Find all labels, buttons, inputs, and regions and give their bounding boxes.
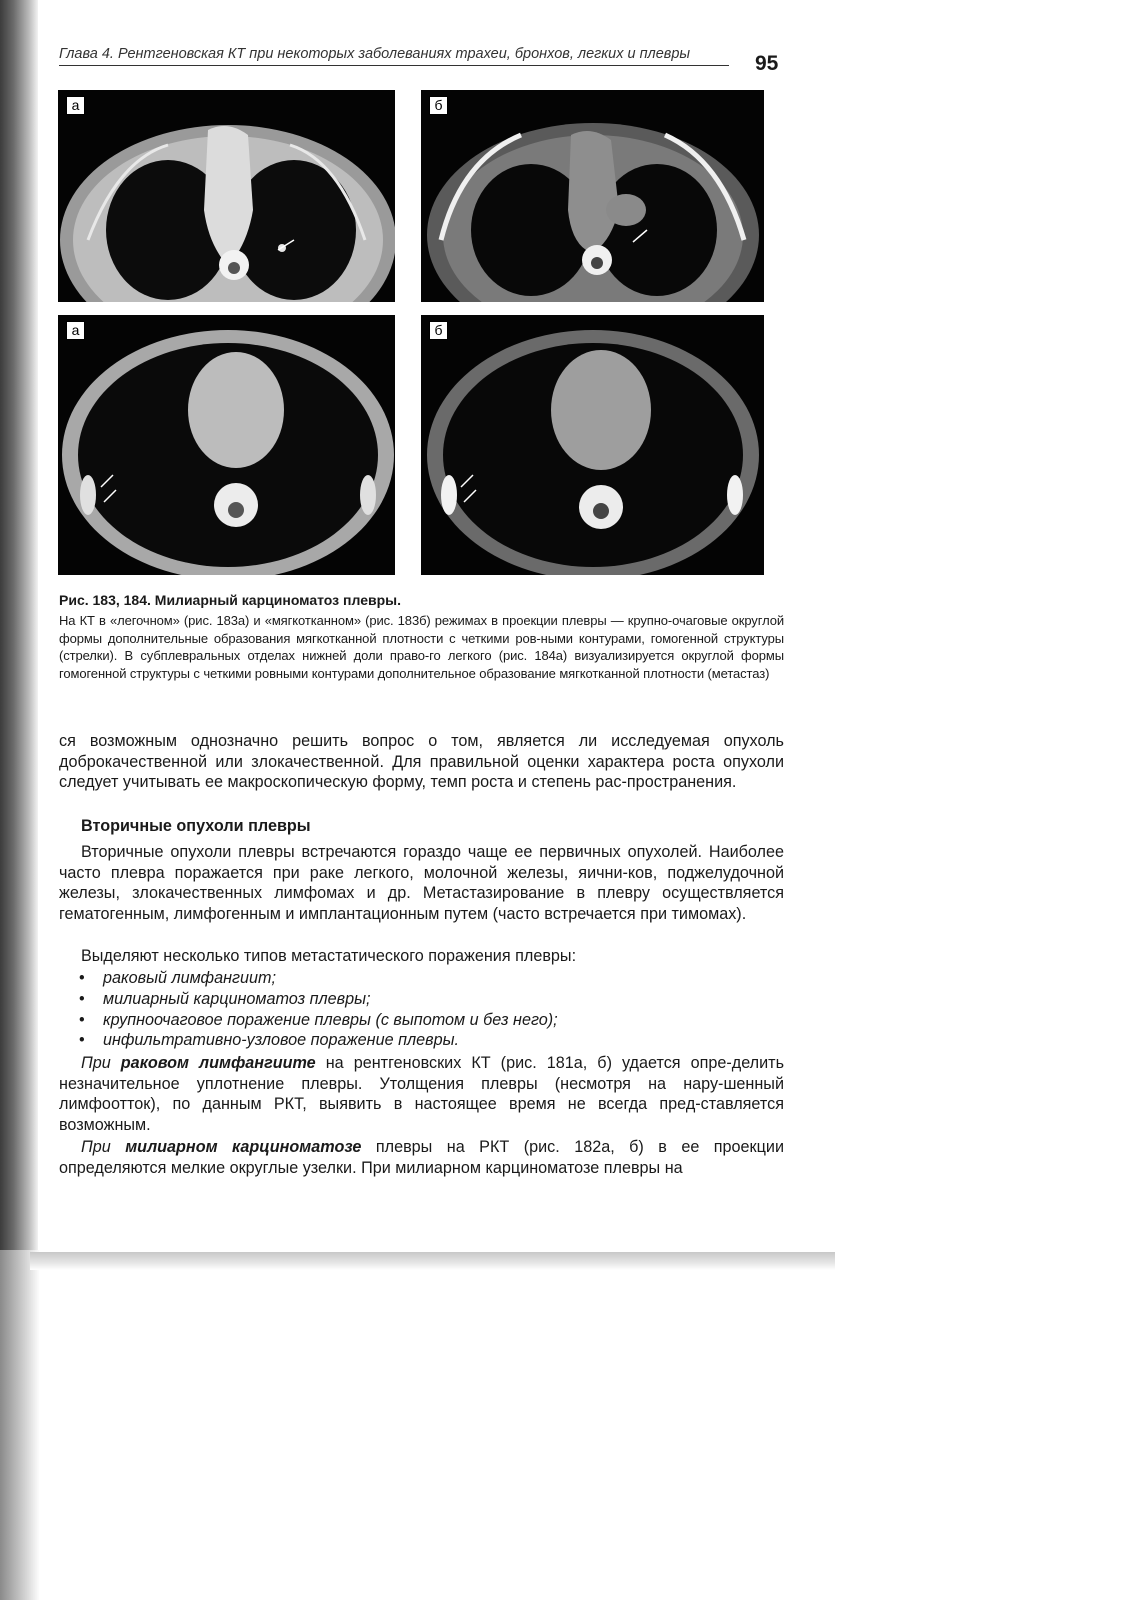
ct-figure-183a bbox=[58, 90, 395, 302]
ct-scan-image bbox=[421, 90, 764, 302]
body-paragraph-continued: ся возможным однозначно решить вопрос о том, является ли исследуемая опухоль доброкачественной или злокачественной. Для правильной оценки характера роста опухоли следует учитывать ее макроскопическую форму, темп роста и степень рас-пространения. bbox=[59, 732, 784, 792]
ct-scan-image bbox=[58, 315, 395, 575]
book-spine-shadow-lower bbox=[0, 1250, 40, 1600]
paragraph-text: на рентгеновских КТ (рис. 181а, б) удается опре-делить незначительное уплотнение плевры. Утолщения плевры (несмотря на нару-шенный лимфоотток), по данным РКТ, выявить в настоящее время не всегда пред-ставляется возможным. bbox=[59, 1054, 784, 1134]
ct-figure-183b bbox=[421, 90, 764, 302]
body-paragraph: Выделяют несколько типов метастатического поражения плевры: bbox=[81, 947, 577, 965]
page-number: 95 bbox=[755, 52, 779, 75]
term-emphasis: милиарном карциноматозе bbox=[125, 1138, 362, 1156]
body-paragraph bbox=[59, 1137, 784, 1178]
panel-label: а bbox=[66, 321, 85, 340]
ct-figure-184b bbox=[421, 315, 764, 575]
lead-word: При bbox=[81, 1054, 111, 1072]
figure-caption-title: Рис. 183, 184. Милиарный карциноматоз плевры. bbox=[59, 592, 401, 608]
panel-label: б bbox=[429, 321, 448, 340]
bullet-list bbox=[79, 968, 558, 1051]
list-item: • крупноочаговое поражение плевры (с выпотом и без него); bbox=[79, 1010, 558, 1031]
panel-label: а bbox=[66, 96, 85, 115]
ct-scan-image bbox=[421, 315, 764, 575]
paragraph-text: плевры на РКТ (рис. 182а, б) в ее проекции определяются мелкие округлые узелки. При милиарном карциноматозе плевры на bbox=[59, 1138, 784, 1177]
figure-caption-body: На КТ в «легочном» (рис. 183а) и «мягкотканном» (рис. 183б) режимах в проекции плевры — крупно-очаговые округлой формы дополнительные образования мягкотканной плотности с четкими ров-ными контурами, гомогенной структуры (стрелки). В субплевральных отделах нижней доли право-го легкого (рис. 184а) визуализируется округлой формы гомогенной структуры с четкими ровными контурами дополнительное образование мягкотканной плотности (метастаз) bbox=[59, 613, 784, 681]
lead-word: При bbox=[81, 1138, 111, 1156]
running-header: Глава 4. Рентгеновская КТ при некоторых заболеваниях трахеи, бронхов, легких и плевры bbox=[59, 46, 729, 66]
ct-figure-184a bbox=[58, 315, 395, 575]
term-emphasis: раковом лимфангиите bbox=[120, 1054, 316, 1072]
panel-label: б bbox=[429, 96, 448, 115]
section-heading: Вторичные опухоли плевры bbox=[81, 817, 311, 835]
list-item: • раковый лимфангиит; bbox=[79, 968, 558, 989]
list-item: • инфильтративно-узловое поражение плевры. bbox=[79, 1030, 558, 1051]
list-item: • милиарный карциноматоз плевры; bbox=[79, 989, 558, 1010]
body-paragraph: Вторичные опухоли плевры встречаются гораздо чаще ее первичных опухолей. Наиболее часто плевра поражается при раке легкого, молочной железы, яични-ков, поджелудочной железы, злокачественных лимфомах и др. Метастазирование в плевру осуществляется гематогенным, лимфогенным и имплантационным путем (часто встречается при тимомах). bbox=[59, 843, 784, 923]
page-bottom-edge bbox=[30, 1252, 835, 1270]
ct-scan-image bbox=[58, 90, 395, 302]
body-paragraph bbox=[59, 1053, 784, 1135]
